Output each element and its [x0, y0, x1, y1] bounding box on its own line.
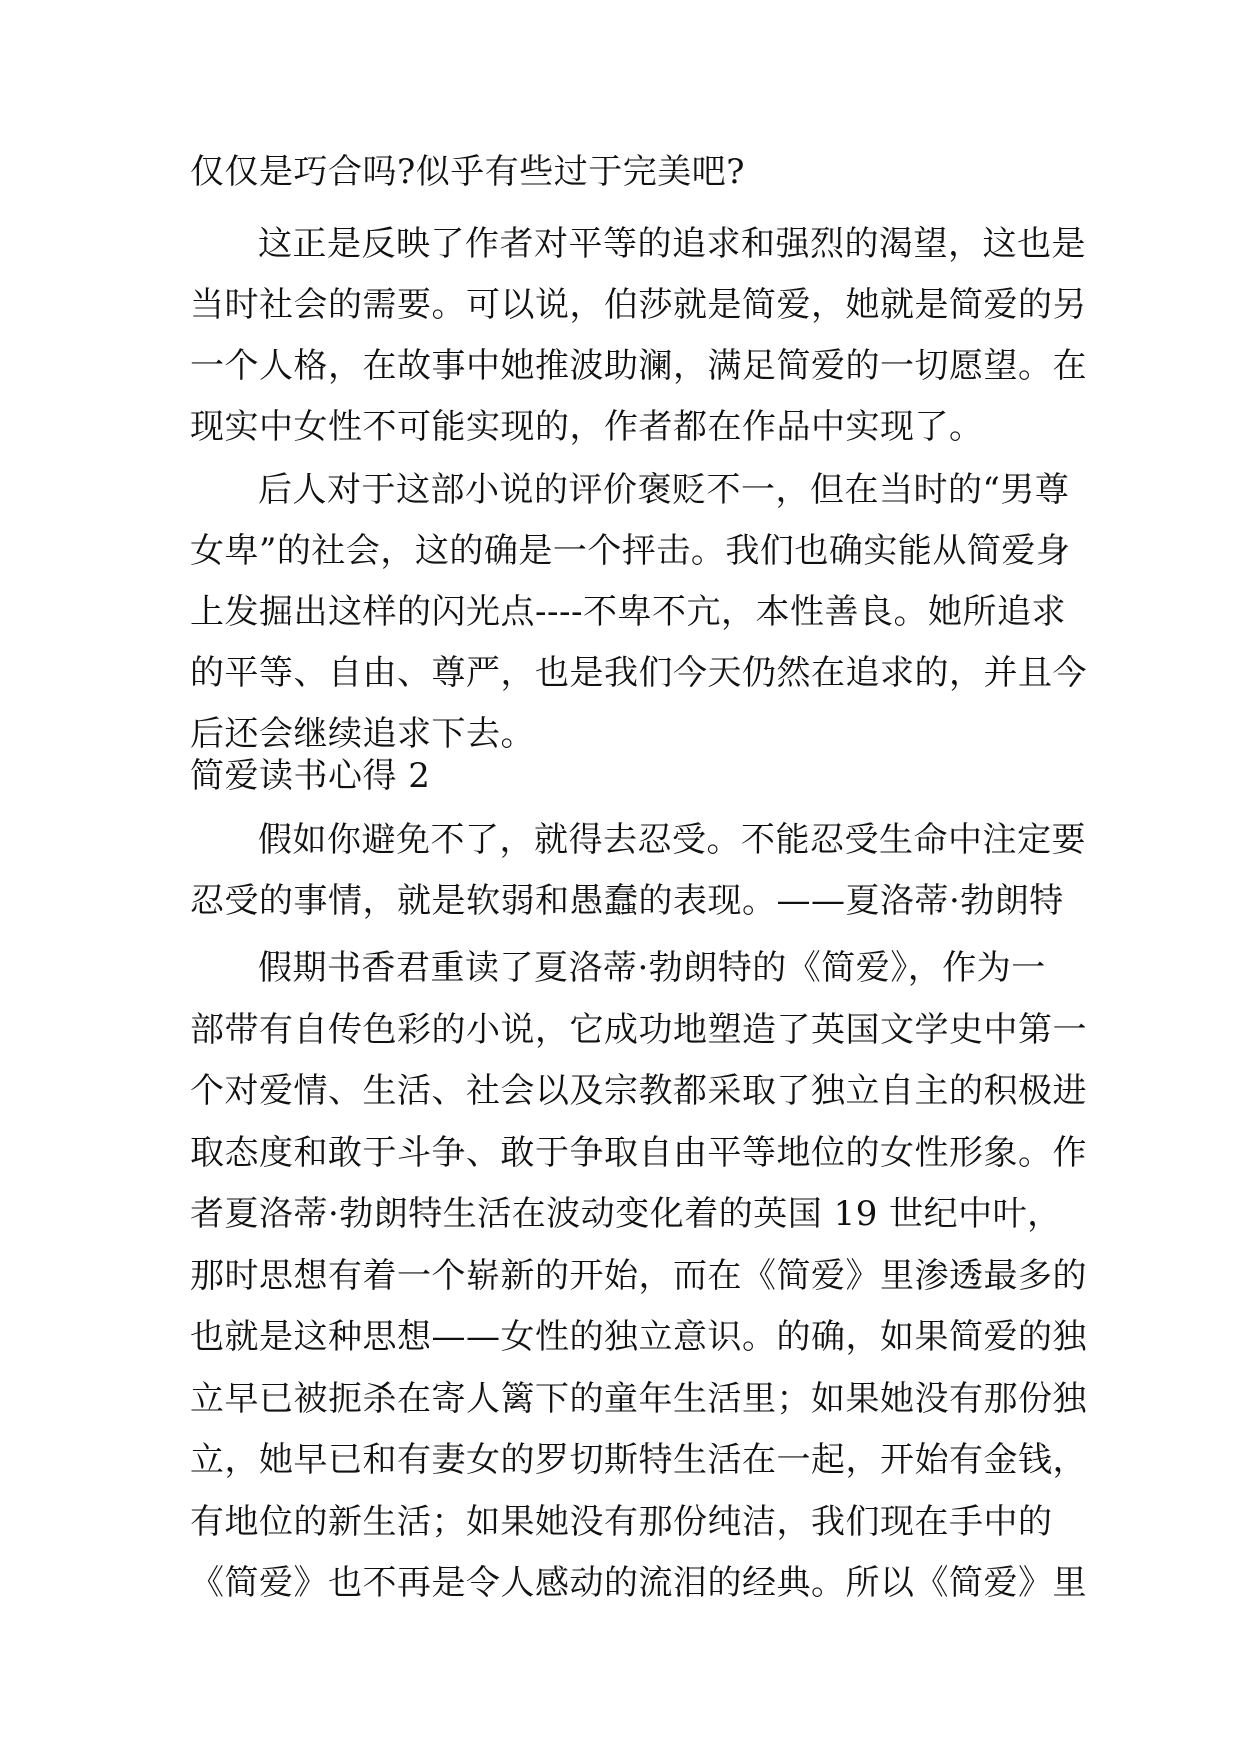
paragraph-first-line: 后人对于这部小说的评价褒贬不一，但在当时的“男尊 — [258, 470, 1070, 510]
text-line: 个对爱情、生活、社会以及宗教都采取了独立自主的积极进 — [190, 1071, 1087, 1111]
text-line: 仅仅是巧合吗?似乎有些过于完美吧? — [190, 152, 745, 192]
text-line: 一个人格，在故事中她推波助澜，满足简爱的一切愿望。在 — [190, 346, 1087, 386]
text-line: 当时社会的需要。可以说，伯莎就是简爱，她就是简爱的另 — [190, 285, 1087, 325]
paragraph-first-line: 这正是反映了作者对平等的追求和强烈的渴望，这也是 — [258, 224, 1086, 264]
text-line: 上发掘出这样的闪光点----不卑不亢，本性善良。她所追求 — [190, 592, 1066, 632]
text-line: 女卑”的社会，这的确是一个抨击。我们也确实能从简爱身 — [190, 531, 1071, 571]
text-line: 《简爱》也不再是令人感动的流泪的经典。所以《简爱》里 — [190, 1563, 1087, 1603]
text-line: 部带有自传色彩的小说，它成功地塑造了英国文学史中第一 — [190, 1010, 1087, 1050]
text-line: 现实中女性不可能实现的，作者都在作品中实现了。 — [190, 407, 984, 447]
text-line: 者夏洛蒂·勃朗特生活在波动变化着的英国 19 世纪中叶， — [190, 1194, 1062, 1234]
text-line: 那时思想有着一个崭新的开始，而在《简爱》里渗透最多的 — [190, 1256, 1087, 1296]
text-line: 立早已被扼杀在寄人篱下的童年生活里；如果她没有那份独 — [190, 1379, 1087, 1419]
text-line: 立，她早已和有妻女的罗切斯特生活在一起，开始有金钱， — [190, 1440, 1087, 1480]
text-line: 有地位的新生活；如果她没有那份纯洁，我们现在手中的 — [190, 1502, 1053, 1542]
paragraph-first-line: 假如你避免不了，就得去忍受。不能忍受生命中注定要 — [258, 820, 1086, 860]
text-line: 取态度和敢于斗争、敢于争取自由平等地位的女性形象。作 — [190, 1133, 1087, 1173]
text-line: 忍受的事情，就是软弱和愚蠢的表现。——夏洛蒂·勃朗特 — [190, 881, 1064, 921]
section-heading: 简爱读书心得 2 — [190, 756, 431, 796]
text-line: 的平等、自由、尊严，也是我们今天仍然在追求的，并且今 — [190, 653, 1087, 693]
text-line: 后还会继续追求下去。 — [190, 714, 535, 754]
paragraph-first-line: 假期书香君重读了夏洛蒂·勃朗特的《简爱》，作为一 — [258, 948, 1046, 988]
text-line: 也就是这种思想——女性的独立意识。的确，如果简爱的独 — [190, 1317, 1087, 1357]
